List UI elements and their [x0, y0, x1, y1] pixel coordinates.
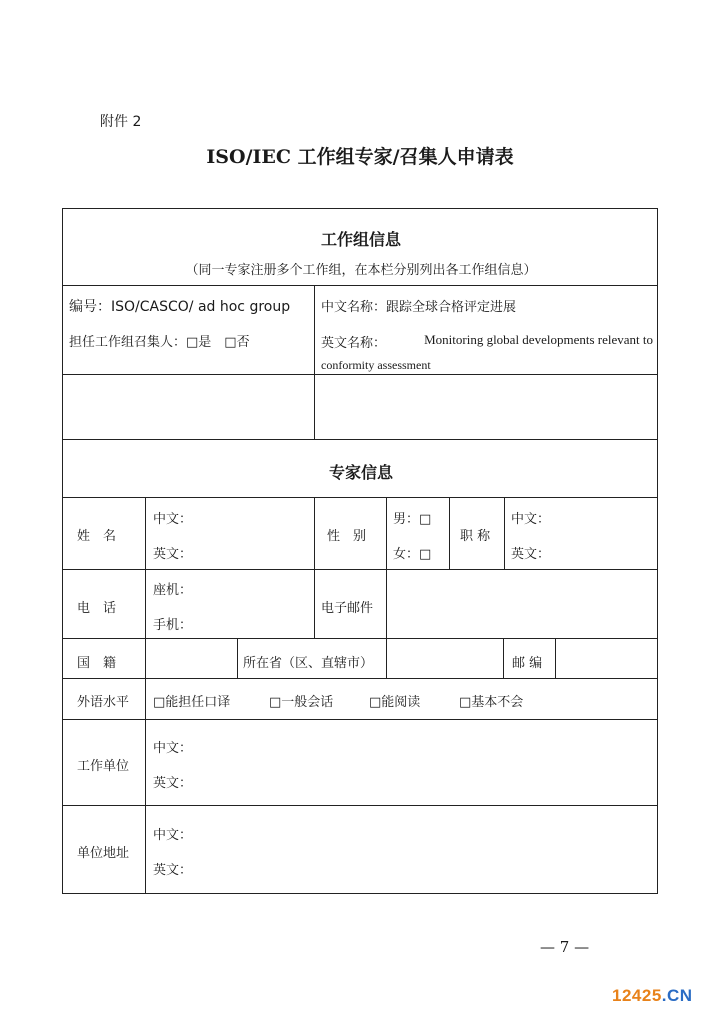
- chinese-name-label: 中文名称：跟踪全球合格评定进展: [321, 300, 517, 315]
- group-info-title: 工作组信息: [320, 230, 401, 249]
- phone-label: 电 话: [77, 601, 117, 616]
- row-divider: [63, 497, 657, 498]
- address-cn-field[interactable]: 中文：: [153, 828, 193, 843]
- employer-en-field[interactable]: 英文：: [153, 776, 193, 791]
- gender-label: 性 别: [327, 529, 367, 544]
- language-option-none[interactable]: □基本不会: [459, 695, 524, 710]
- nationality-label: 国 籍: [77, 656, 117, 671]
- english-name-label: 英文名称：: [321, 336, 387, 351]
- province-label: 所在省（区、直辖市）: [243, 656, 374, 671]
- address-en-field[interactable]: 英文：: [153, 863, 193, 878]
- gender-male-checkbox[interactable]: 男：□: [393, 512, 432, 527]
- english-name-value-cont: conformity assessment: [321, 358, 431, 372]
- expert-info-title: 专家信息: [328, 463, 393, 482]
- job-title-en-field[interactable]: 英文：: [511, 547, 551, 562]
- page-number: — 7 —: [540, 938, 590, 956]
- row-divider: [63, 374, 657, 375]
- gender-female-checkbox[interactable]: 女：□: [393, 547, 432, 562]
- col-divider: [504, 497, 505, 569]
- language-option-reading[interactable]: □能阅读: [369, 695, 421, 710]
- col-divider: [314, 497, 315, 638]
- job-title-label: 职 称: [460, 529, 491, 544]
- english-name-line: [321, 332, 653, 351]
- row-divider: [63, 678, 657, 679]
- col-divider: [237, 638, 238, 678]
- employer-cn-field[interactable]: 中文：: [153, 741, 193, 756]
- email-label: 电子邮件: [321, 601, 374, 616]
- mobile-field[interactable]: 手机：: [153, 618, 193, 633]
- language-option-conversation[interactable]: □一般会话: [269, 695, 334, 710]
- row-divider: [63, 719, 657, 720]
- convenor-checkbox-field[interactable]: 担任工作组召集人：□是 □否: [69, 335, 250, 350]
- row-divider: [63, 569, 657, 570]
- name-label: 姓 名: [77, 529, 117, 544]
- application-form-table: [62, 208, 658, 894]
- address-label: 单位地址: [77, 846, 130, 861]
- col-divider: [449, 497, 450, 569]
- row-divider: [63, 439, 657, 440]
- row-divider: [63, 285, 657, 286]
- site-watermark: 12425.CN: [612, 986, 693, 1005]
- landline-field[interactable]: 座机：: [153, 583, 193, 598]
- name-cn-field[interactable]: 中文：: [153, 512, 193, 527]
- row-divider: [63, 638, 657, 639]
- job-title-cn-field[interactable]: 中文：: [511, 512, 551, 527]
- col-divider: [145, 497, 146, 893]
- document-title: ISO/IEC 工作组专家/召集人申请表: [206, 146, 514, 168]
- col-divider: [555, 638, 556, 678]
- row-divider: [63, 805, 657, 806]
- name-en-field[interactable]: 英文：: [153, 547, 193, 562]
- annex-label: 附件 2: [100, 114, 142, 130]
- col-divider: [386, 497, 387, 678]
- group-number-label: 编号：ISO/CASCO/ ad hoc group: [69, 299, 291, 315]
- language-option-interpret[interactable]: □能担任口译: [153, 695, 231, 710]
- employer-label: 工作单位: [77, 759, 130, 774]
- group-info-subtitle: （同一专家注册多个工作组，在本栏分别列出各工作组信息）: [185, 263, 537, 278]
- language-level-label: 外语水平: [77, 695, 130, 710]
- postcode-label: 邮 编: [512, 656, 543, 671]
- col-divider: [503, 638, 504, 678]
- col-divider: [314, 285, 315, 439]
- english-name-value: Monitoring global developments relevant to: [424, 332, 653, 347]
